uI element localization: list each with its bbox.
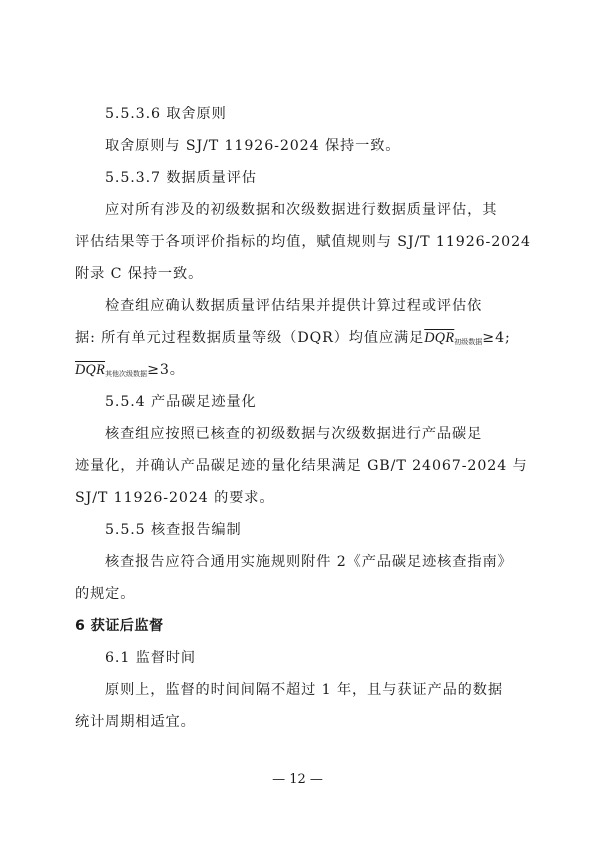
page-number: — 12 — [272,772,323,787]
dqr-threshold-primary: ≥4; [482,330,511,346]
paragraph-line: 的规定。 [75,586,136,602]
dqr-threshold-secondary: ≥3。 [147,362,185,378]
paragraph-line: 迹量化，并确认产品碳足迹的量化结果满足 GB/T 24067-2024 与 [75,458,528,474]
section-heading-6-1: 6.1 监督时间 [105,650,197,666]
paragraph-line-formula [75,360,521,384]
section-heading-5-5-5: 5.5.5 核查报告编制 [105,522,242,538]
section-heading-5-5-4: 5.5.4 产品碳足迹量化 [105,394,257,410]
paragraph-line: SJ/T 11926-2024 的要求。 [75,490,275,506]
paragraph-line-formula [75,328,521,352]
paragraph-line: 附录 C 保持一致。 [75,266,204,282]
paragraph-line: 取舍原则与 SJ/T 11926-2024 保持一致。 [105,138,401,154]
dqr-subscript-primary: 初级数据 [454,338,483,346]
paragraph-line: 评估结果等于各项评价指标的均值，赋值规则与 SJ/T 11926-2024 [75,234,531,250]
paragraph-line: 检查组应确认数据质量评估结果并提供计算过程或评估依 [105,298,483,314]
chapter-heading-6: 6 获证后监督 [75,618,164,634]
section-heading-5-5-3-7: 5.5.3.7 数据质量评估 [105,170,257,186]
dqr-subscript-secondary: 其他次级数据 [105,370,148,378]
dqr-symbol: $\overline{DQR}$ [75,362,106,378]
paragraph-line: 统计周期相适宜。 [75,714,196,730]
section-heading-5-5-3-6: 5.5.3.6 取舍原则 [105,106,227,122]
dqr-symbol: $\overline{DQR}$ [424,330,455,346]
paragraph-line: 核查组应按照已核查的初级数据与次级数据进行产品碳足 [105,426,483,442]
paragraph-line: 应对所有涉及的初级数据和次级数据进行数据质量评估，其 [105,202,498,218]
paragraph-line: 原则上，监督的时间间隔不超过 1 年，且与获证产品的数据 [105,682,503,698]
paragraph-line: 核查报告应符合通用实施规则附件 2《产品碳足迹核查指南》 [105,554,513,570]
formula-text: 据: 所有单元过程数据质量等级（DQR）均值应满足 [75,330,425,346]
